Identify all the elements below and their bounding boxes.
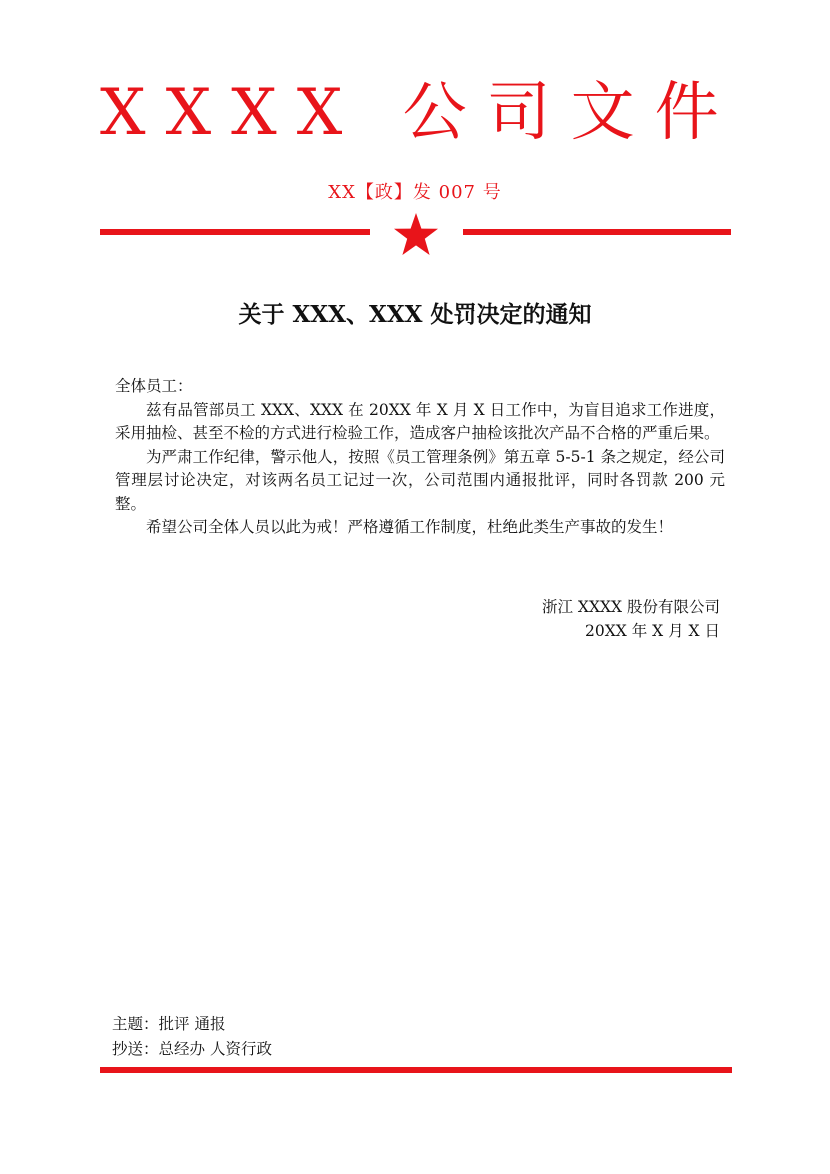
issuer-company: 浙江 XXXX 股份有限公司: [542, 598, 720, 616]
star-icon: [392, 211, 440, 259]
header-rule-right: [463, 229, 731, 235]
signature-block: [542, 596, 720, 643]
cc-label: 抄送：: [112, 1040, 159, 1058]
document-number: XX【政】发 007 号: [328, 182, 502, 203]
body-paragraph: 希望公司全体人员以此为戒！严格遵循工作制度，杜绝此类生产事故的发生！: [146, 518, 674, 536]
footer-rule: [100, 1067, 732, 1073]
notice-body: [115, 375, 725, 540]
header-rule-left: [100, 229, 370, 235]
notice-title: 关于 XXX、XXX 处罚决定的通知: [238, 301, 592, 328]
cc-value: 总经办 人资行政: [158, 1040, 272, 1058]
subject-row: [112, 1012, 272, 1037]
body-paragraph: 为严肃工作纪律，警示他人，按照《员工管理条例》第五章 5-5-1 条之规定，经公司管理层讨论决定，对该两名员工记过一次，公司范围内通报批评，同时各罚款 200 元整。: [115, 447, 725, 513]
company-document-title: XXXX 公司文件: [100, 76, 739, 150]
issue-date: 20XX 年 X 月 X 日: [585, 621, 720, 640]
salutation: 全体员工：: [115, 377, 193, 395]
subject-label: 主题：: [112, 1015, 159, 1033]
footer-block: [112, 1012, 272, 1062]
cc-row: [112, 1037, 272, 1062]
subject-value: 批评 通报: [158, 1015, 226, 1033]
body-paragraph: 兹有品管部员工 XXX、XXX 在 20XX 年 X 月 X 日工作中，为盲目追求工作进度，采用抽检、甚至不检的方式进行检验工作，造成客户抽检该批次产品不合格的严重后果。: [115, 400, 725, 442]
